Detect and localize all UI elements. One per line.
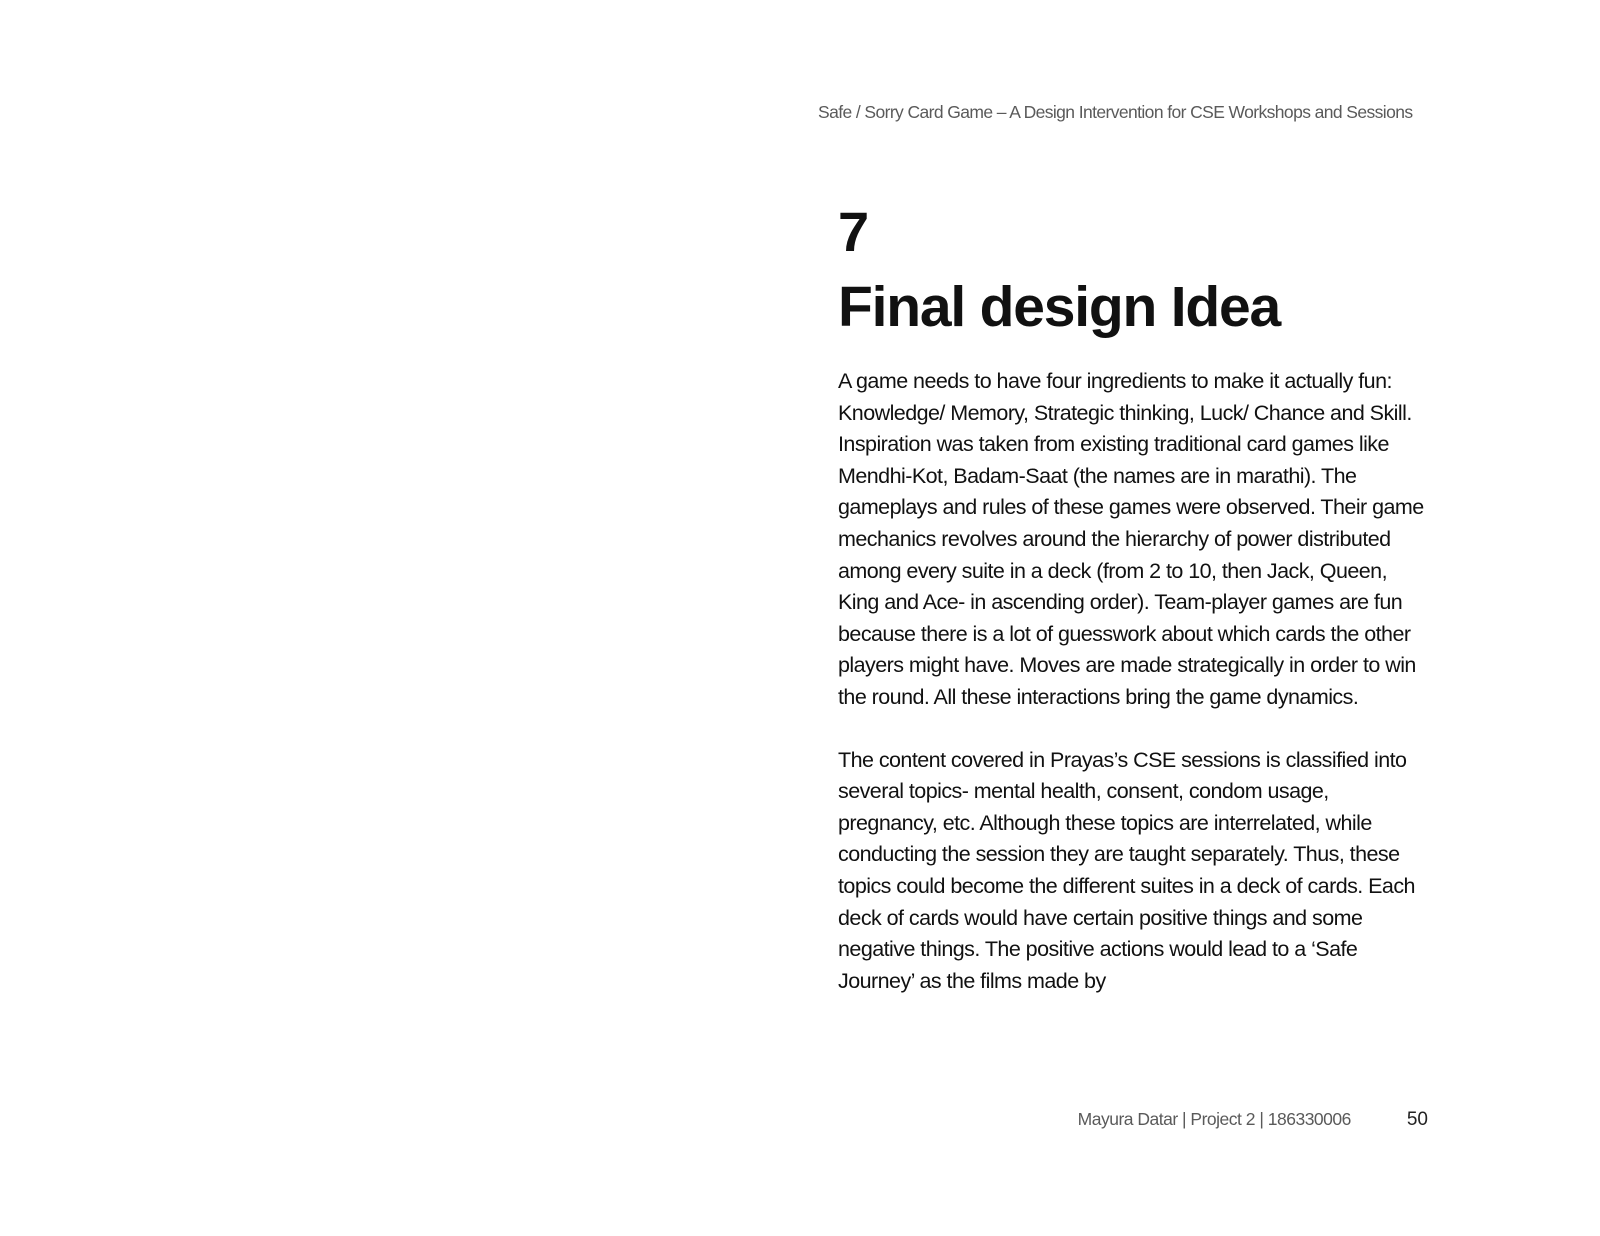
chapter-title: Final design Idea xyxy=(838,275,1281,339)
page-number: 50 xyxy=(1406,1109,1428,1130)
chapter-number: 7 xyxy=(838,200,870,263)
body-paragraph-1: A game needs to have four ingredients to make it actually fun: Knowledge/ Memory, Strategic thinking, Luck/ Chance and Skill. Inspiration was taken from existing traditional card games like Mendhi-Kot, Badam-Saat (the names are in marathi). The gameplays and rules of these games were observed. Their game mechanics revolves around the hierarchy of power distributed among every suite in a deck (from 2 to 10, then Jack, Queen, King and Ace- in ascending order). Team-player games are fun because there is a lot of guesswork about which cards the other players might have. Moves are made strategically in order to win the round. All these interactions bring the game dynamics. xyxy=(838,369,1424,709)
body-paragraph-2: The content covered in Prayas’s CSE sessions is classified into several topics- mental health, consent, condom usage, pregnancy, etc. Although these topics are interrelated, while conducting the session they are taught separately. Thus, these topics could become the different suites in a deck of cards. Each deck of cards would have certain positive things and some negative things. The positive actions would lead to a ‘Safe Journey’ as the films made by xyxy=(838,747,1415,993)
body-text xyxy=(838,366,1428,997)
chapter-heading xyxy=(838,200,1428,340)
page-footer xyxy=(1000,1109,1428,1131)
running-header: Safe / Sorry Card Game – A Design Intervention for CSE Workshops and Sessions xyxy=(818,102,1413,122)
footer-credit: Mayura Datar | Project 2 | 186330006 xyxy=(1077,1109,1351,1129)
